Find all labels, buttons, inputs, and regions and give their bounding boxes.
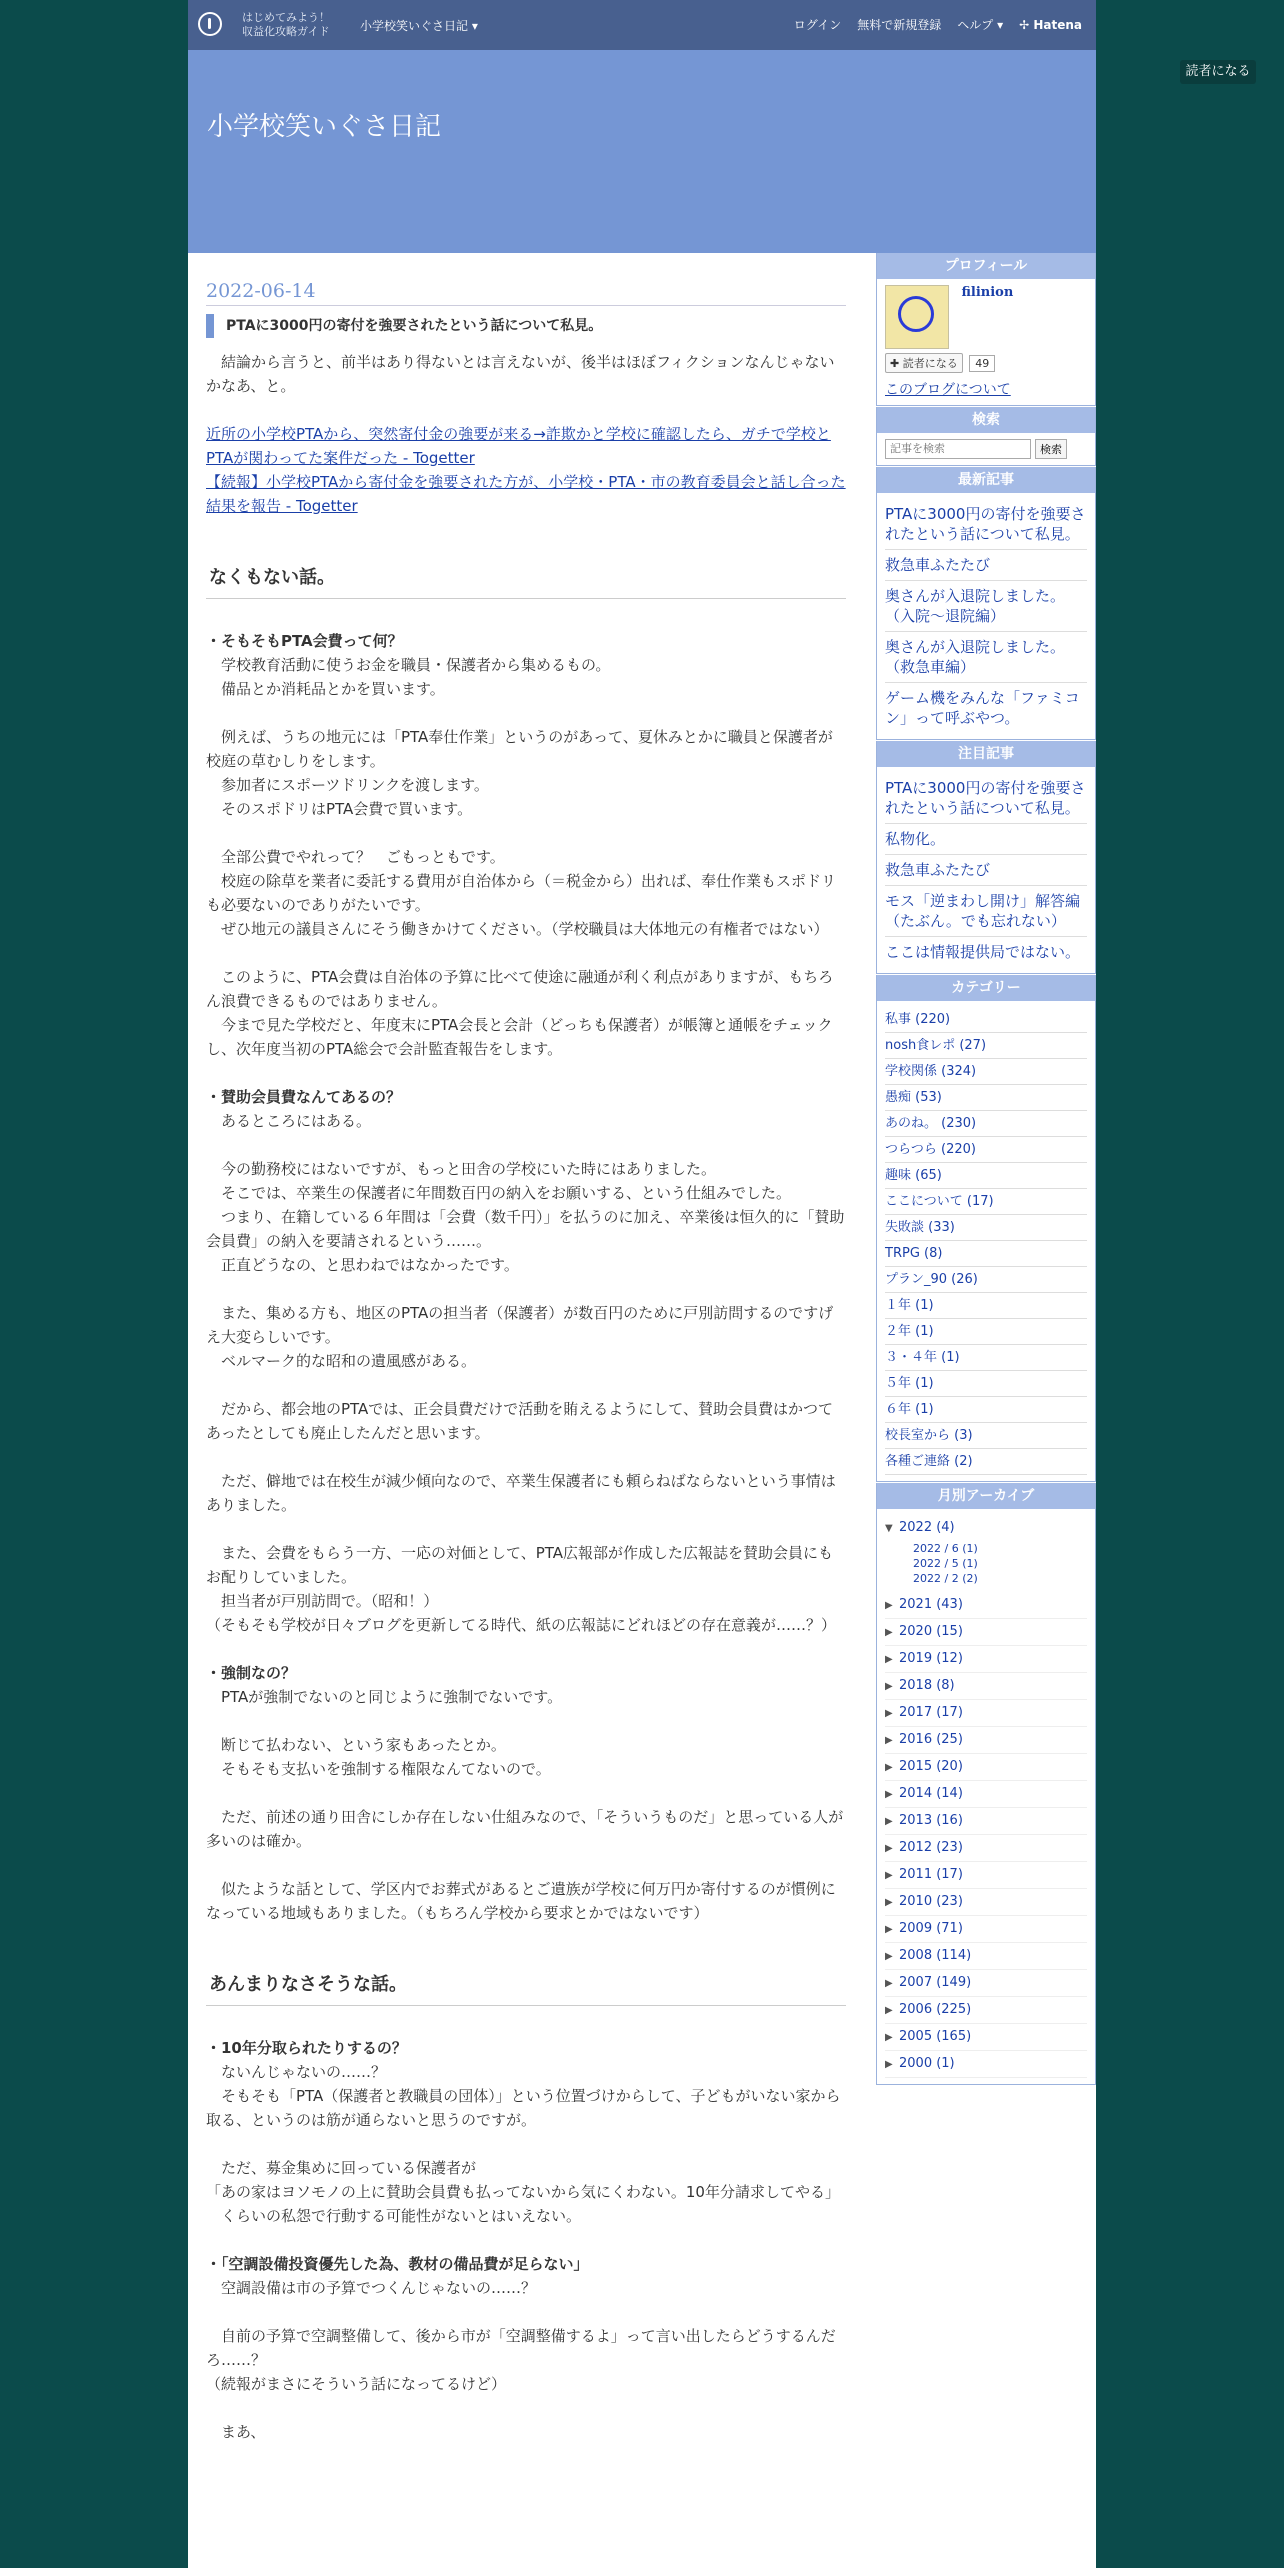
search-input[interactable] [885,439,1031,459]
archive-year-link[interactable]: 2015 (20) [899,1759,963,1774]
profile-name[interactable]: filinion [961,285,1014,300]
login-link[interactable]: ログイン [793,18,842,32]
triangle-right-icon[interactable]: ▶ [885,1843,893,1854]
triangle-right-icon[interactable]: ▶ [885,1708,893,1719]
question-heading: ・「空調設備投資優先した為、教材の備品費が足らない」 [206,2255,589,2273]
triangle-right-icon[interactable]: ▶ [885,1978,893,1989]
hatena-brand-link[interactable] [1019,18,1082,32]
category-link[interactable]: 愚痴 (53) [885,1085,1087,1111]
paragraph: 断じて払わない、という家もあったとか。 そもそも支払いを強制する権限なんてないので。 [221,1736,551,1778]
archive-year-link[interactable]: 2010 (23) [899,1894,963,1909]
archive-year-link[interactable]: 2006 (225) [899,2002,972,2017]
hatena-star-icon: ✢ [1019,17,1030,32]
module-title: カテゴリー [877,975,1095,1001]
guide-line-1: はじめてみよう！ [242,11,330,24]
archive-month-link[interactable]: 2022 / 2 (2) [913,1572,978,1585]
category-link[interactable]: １年 (1) [885,1293,1087,1319]
entry-title[interactable]: PTAに3000円の寄付を強要されたという話について私見。 [206,314,846,338]
paragraph: 学校教育活動に使うお金を職員・保護者から集めるもの。 備品とか消耗品とかを買います。 [221,656,611,698]
module-title: 最新記事 [877,467,1095,493]
module-title: 注目記事 [877,741,1095,767]
category-link[interactable]: ２年 (1) [885,1319,1087,1345]
category-link[interactable]: 学校関係 (324) [885,1059,1087,1085]
category-link[interactable]: 私事 (220) [885,1007,1087,1033]
triangle-right-icon[interactable]: ▶ [885,1627,893,1638]
entry-intro: 結論から言うと、前半はあり得ないとは言えないが、後半はほぼフィクションなんじゃないかなあ、と。 [206,353,835,395]
reader-count[interactable]: 49 [969,355,995,372]
paragraph: また、集める方も、地区のPTAの担当者（保護者）が数百円のために戸別訪問するのですげえ大変らしいです。 ベルマーク的な昭和の遺風感がある。 [206,1304,834,1370]
triangle-down-icon: ▼ [885,1523,893,1534]
triangle-right-icon[interactable]: ▶ [885,1951,893,1962]
question-heading: ・賛助会員費なんてあるの？ [206,1088,402,1106]
paragraph: 例えば、うちの地元には「PTA奉仕作業」というのがあって、夏休みとかに職員と保護者が校庭の草むしりをします。 参加者にスポーツドリンクを渡します。 そのスポドリはPTA会費で買います。 [206,728,833,818]
help-label: ヘルプ [957,18,994,32]
archive-month-link[interactable]: 2022 / 5 (1) [913,1557,978,1570]
paragraph: ただ、僻地では在校生が減少傾向なので、卒業生保護者にも頼らねばならないという事情はありました。 [206,1472,836,1514]
category-link[interactable]: ここについて (17) [885,1189,1087,1215]
subscribe-label: 読者になる [902,357,958,370]
sidebar [876,253,1096,2086]
category-link[interactable]: 失敗談 (33) [885,1215,1087,1241]
category-link[interactable]: TRPG (8) [885,1241,1087,1267]
plus-icon: ✚ [890,357,900,370]
archive-year-link[interactable]: 2018 (8) [899,1678,955,1693]
archive-year-link[interactable]: 2005 (165) [899,2029,972,2044]
avatar[interactable] [885,285,949,349]
triangle-right-icon[interactable]: ▶ [885,1681,893,1692]
paragraph: このように、PTA会費は自治体の予算に比べて使途に融通が利く利点がありますが、もちろん浪費できるものではありません。 今まで見た学校だと、年度末にPTA会長と会計（どっちも保護者）が帳簿と通帳をチェックし、次年度当初のPTA総会で会計監査報告をします。 [206,968,834,1058]
paragraph: また、会費をもらう一方、一応の対価として、PTA広報部が作成した広報誌を賛助会員にもお配りしていました。 担当者が戸別訪問で。（昭和！） （そもそも学校が日々ブログを更新してる時代、紙の広報誌にどれほどの存在意義が……？） [206,1544,837,1634]
popular-entry-link[interactable]: PTAに3000円の寄付を強要されたという話について私見。 [885,773,1087,824]
category-link[interactable]: プラン_90 (26) [885,1267,1087,1293]
recent-entry-link[interactable]: 奥さんが入退院しました。（入院～退院編） [885,581,1087,632]
archive-year-link[interactable]: 2022 (4) [899,1520,955,1535]
question-heading: ・10年分取られたりするの？ [206,2039,407,2057]
archive-month-link[interactable]: 2022 / 6 (1) [913,1542,978,1555]
archive-year-row[interactable] [885,1673,1087,1700]
archive-year-link[interactable]: 2017 (17) [899,1705,963,1720]
blog-menu-dropdown[interactable] [360,17,478,34]
archive-year-row[interactable] [885,1835,1087,1862]
search-module [876,407,1096,466]
paragraph: あるところにはある。 [206,1112,372,1130]
category-link[interactable]: つらつら (220) [885,1137,1087,1163]
hatena-blog-logo-icon[interactable] [198,12,222,36]
module-title: 月別アーカイブ [877,1483,1095,1509]
paragraph: ないんじゃないの……？ そもそも「PTA（保護者と教職員の団体）」という位置づけからして、子どもがいない家から取る、というのは筋が通らないと思うのですが。 [206,2063,841,2129]
archive-year-row[interactable] [885,1997,1087,2024]
triangle-right-icon[interactable]: ▶ [885,1600,893,1611]
blog-header [188,50,1096,253]
entry-links [206,422,846,518]
archive-year-link[interactable]: 2009 (71) [899,1921,963,1936]
paragraph: ただ、募金集めに回っている保護者が 「あの家はヨソモノの上に賛助会員費も払ってないから気にくわない。10年分請求してやる」 くらいの私怨で行動する可能性がないとはいえない。 [206,2159,840,2225]
search-button[interactable]: 検索 [1035,439,1067,459]
archive-year-row[interactable] [885,1619,1087,1646]
monetize-guide-link[interactable] [242,11,330,39]
archive-year-row[interactable] [885,1646,1087,1673]
archive-year-link[interactable]: 2013 (16) [899,1813,963,1828]
category-module [876,975,1096,1482]
popular-entry-link[interactable]: モス「逆まわし開け」解答編（たぶん。でも忘れない） [885,886,1087,937]
signup-link[interactable]: 無料で新規登録 [857,18,942,32]
triangle-right-icon[interactable]: ▶ [885,2059,893,2070]
chevron-down-icon: ▾ [997,18,1004,32]
archive-year-row[interactable] [885,1754,1087,1781]
archive-year-row[interactable] [885,1916,1087,1943]
question-heading: ・強制なの？ [206,1664,297,1682]
section-heading-2: あんまりなさそうな話。 [206,1973,846,2006]
triangle-right-icon[interactable]: ▶ [885,1924,893,1935]
about-link[interactable]: このブログについて [885,382,1011,398]
archive-year-row[interactable] [885,1700,1087,1727]
archive-year-link[interactable]: 2016 (25) [899,1732,963,1747]
follow-button[interactable]: 読者になる [1180,60,1256,84]
togetter-link-1[interactable]: 近所の小学校PTAから、突然寄付金の強要が来る→詐欺かと学校に確認したら、ガチで学校とPTAが関わってた案件だった - Togetter [206,425,831,467]
archive-year-row[interactable] [885,1970,1087,1997]
paragraph: 全部公費でやれって？ ごもっともです。 校庭の除草を業者に委託する費用が自治体から（＝税金から）出れば、奉仕作業もスポドリも必要ないのでありがたいです。 ぜひ地元の議員さんにそう働きかけてください。（学校職員は大体地元の有権者ではない） [206,848,837,938]
recent-entry-link[interactable]: 救急車ふたたび [885,550,1087,581]
triangle-right-icon[interactable]: ▶ [885,1897,893,1908]
brand-label: Hatena [1033,17,1082,32]
paragraph: PTAが強制でないのと同じように強制でないです。 [206,1688,563,1706]
blog-menu-label: 小学校笑いぐさ日記 [360,19,469,33]
category-link[interactable]: ６年 (1) [885,1397,1087,1423]
chevron-down-icon: ▾ [471,19,478,33]
archive-year-link[interactable]: 2012 (23) [899,1840,963,1855]
triangle-right-icon[interactable]: ▶ [885,2032,893,2043]
module-title: プロフィール [877,253,1095,279]
archive-year-link[interactable]: 2007 (149) [899,1975,972,1990]
popular-entries-module [876,741,1096,974]
content-container [188,253,1096,2568]
triangle-right-icon[interactable]: ▶ [885,1870,893,1881]
triangle-right-icon[interactable]: ▶ [885,1735,893,1746]
archive-year-link[interactable]: 2000 (1) [899,2056,955,2071]
archive-year-row[interactable] [885,1592,1087,1619]
paragraph: ただ、前述の通り田舎にしか存在しない仕組みなので、「そういうものだ」と思っている人が多いのは確か。 [206,1808,844,1850]
category-link[interactable]: 趣味 (65) [885,1163,1087,1189]
archive-year-row[interactable] [885,1781,1087,1808]
recent-entry-link[interactable]: ゲーム機をみんな「ファミコン」って呼ぶやつ。 [885,689,1080,727]
paragraph: 似たような話として、学区内でお葬式があるとご遺族が学校に何万円か寄付するのが慣例になっている地域もありました。（もちろん学校から要求とかではないです） [206,1880,836,1922]
paragraph: 空調設備は市の予算でつくんじゃないの……？ [206,2279,537,2297]
section-heading-1: なくもない話。 [206,566,846,599]
paragraph: 今の勤務校にはないですが、もっと田舎の学校にいた時にはありました。 そこでは、卒業生の保護者に年間数百円の納入をお願いする、という仕組みでした。 つまり、在籍している６年間は「会費（数千円）」を払うのに加え、卒業後は恒久的に「賛助会員費」の納入を要請されるという……。 正直どうなの、と思わねではなかったです。 [206,1160,845,1274]
category-link[interactable]: 各種ご連絡 (2) [885,1449,1087,1475]
triangle-right-icon[interactable]: ▶ [885,2005,893,2016]
help-menu[interactable] [957,16,1003,33]
triangle-right-icon[interactable]: ▶ [885,1654,893,1665]
paragraph: だから、都会地のPTAでは、正会員費だけで活動を賄えるようにして、賛助会員費はかつてあったとしても廃止したんだと思います。 [206,1400,834,1442]
subscribe-button[interactable] [885,353,963,373]
category-link[interactable]: ３・４年 (1) [885,1345,1087,1371]
archive-year-row[interactable] [885,1889,1087,1916]
archive-module [876,1483,1096,2085]
triangle-right-icon[interactable]: ▶ [885,1789,893,1800]
popular-entry-link[interactable]: 救急車ふたたび [885,855,1087,886]
paragraph: 自前の予算で空調整備して、後から市が「空調整備するよ」って言い出したらどうするんだろ……？ （続報がまさにそういう話になってるけど） [206,2327,836,2393]
category-link[interactable]: ５年 (1) [885,1371,1087,1397]
popular-entry-link[interactable]: 私物化。 [885,824,1087,855]
archive-year-row[interactable] [885,1727,1087,1754]
archive-year-link[interactable]: 2011 (17) [899,1867,963,1882]
archive-year-row[interactable] [885,1943,1087,1970]
archive-year-row[interactable] [885,1862,1087,1889]
popular-entry-link[interactable]: ここは情報提供局ではない。 [885,943,1081,961]
entry [206,279,846,2444]
archive-year-link[interactable]: 2008 (114) [899,1948,972,1963]
archive-year-link[interactable]: 2014 (14) [899,1786,963,1801]
archive-year-row[interactable] [885,2051,1087,2078]
archive-year-row[interactable] [885,1808,1087,1835]
question-heading: ・そもそもPTA会費って何？ [206,632,403,650]
archive-year-link[interactable]: 2019 (12) [899,1651,963,1666]
archive-year-row[interactable] [885,2024,1087,2051]
category-link[interactable]: 校長室から (3) [885,1423,1087,1449]
recent-entry-link[interactable]: 奥さんが入退院しました。（救急車編） [885,632,1087,683]
archive-year-open[interactable] [885,1515,1087,1541]
triangle-right-icon[interactable]: ▶ [885,1762,893,1773]
entry-date[interactable]: 2022-06-14 [206,279,846,306]
global-header [188,0,1096,50]
category-link[interactable]: nosh食レポ (27) [885,1033,1087,1059]
module-title: 検索 [877,407,1095,433]
paragraph: まあ、 [206,2423,266,2441]
archive-year-link[interactable]: 2021 (43) [899,1597,963,1612]
blog-title[interactable]: 小学校笑いぐさ日記 [207,112,442,142]
profile-module [876,253,1096,406]
recent-entry-link[interactable]: PTAに3000円の寄付を強要されたという話について私見。 [885,499,1087,550]
category-link[interactable]: あのね。 (230) [885,1111,1087,1137]
togetter-link-2[interactable]: 【続報】小学校PTAから寄付金を強要された方が、小学校・PTA・市の教育委員会と話し合った結果を報告 - Togetter [206,473,846,515]
guide-line-2: 収益化攻略ガイド [242,25,330,38]
recent-entries-module [876,467,1096,740]
triangle-right-icon[interactable]: ▶ [885,1816,893,1827]
archive-year-link[interactable]: 2020 (15) [899,1624,963,1639]
